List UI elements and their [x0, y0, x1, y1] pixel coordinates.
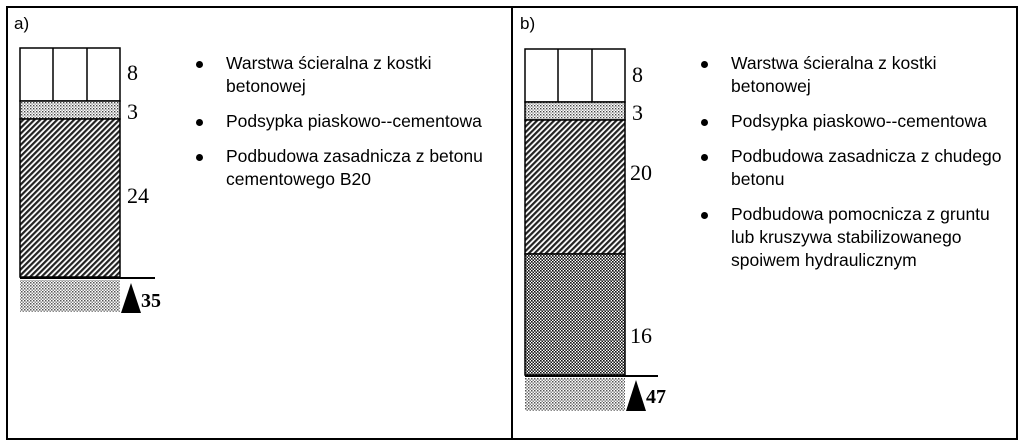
bullet-icon [701, 61, 708, 68]
panel-b-legend [695, 52, 1005, 284]
panel-a-legend [190, 52, 500, 203]
panel-a-column [20, 48, 155, 313]
panel-b-total-depth: 47 [646, 386, 666, 408]
panel-b-legend-item [695, 145, 1005, 191]
panel-b-legend-item [695, 203, 1005, 272]
panel-b-legend-text-4: Podbudowa pomocnicza z gruntu lub kruszywa stabilizowanego spoiwem hydraulicznym [731, 204, 990, 270]
bullet-icon [701, 119, 708, 126]
panel-a-legend-text-3: Podbudowa zasadnicza z betonu cementowego B20 [226, 146, 483, 189]
panel-b-thickness-2: 3 [632, 100, 643, 125]
bullet-icon [701, 154, 708, 161]
panel-b-thickness-1: 8 [632, 62, 643, 87]
panel-b-legend-item [695, 110, 1005, 133]
panel-b-total-arrow [626, 380, 646, 411]
bullet-icon [196, 154, 203, 161]
panel-a-label: a) [14, 14, 30, 33]
panel-a-thickness-3: 24 [127, 183, 149, 208]
panel-b-legend-text-3: Podbudowa zasadnicza z chudego betonu [731, 146, 1002, 189]
panel-a-legend-text-1: Warstwa ścieralna z kostki betonowej [226, 53, 432, 96]
panel-b-layer-bedding [525, 102, 625, 120]
bullet-icon [196, 119, 203, 126]
panel-b-layer-base [525, 120, 625, 254]
panel-a-layer-base [20, 119, 120, 277]
panel-a-thickness-1: 8 [127, 60, 138, 85]
panel-b-label: b) [520, 14, 536, 33]
panel-a-legend-item [190, 145, 500, 191]
panel-a-thickness-2: 3 [127, 99, 138, 124]
panel-b-legend-item [695, 52, 1005, 98]
panel-b-legend-text-1: Warstwa ścieralna z kostki betonowej [731, 53, 937, 96]
panel-b-layer-subbase [525, 254, 625, 375]
panel-a-legend-text-2: Podsypka piaskowo--cementowa [226, 111, 482, 131]
panel-b-layer-wearing-course [525, 49, 625, 102]
bullet-icon [196, 61, 203, 68]
panel-a-legend-item [190, 52, 500, 98]
panel-a-subgrade [20, 280, 120, 312]
panel-b-legend-text-2: Podsypka piaskowo--cementowa [731, 111, 987, 131]
panel-a-layer-wearing-course [20, 48, 120, 101]
panel-a-layer-bedding [20, 101, 120, 119]
panel-a-legend-item [190, 110, 500, 133]
panel-a-total-depth: 35 [141, 290, 161, 312]
panel-b-subgrade [525, 378, 625, 411]
panel-b-thickness-4: 16 [630, 323, 652, 348]
panel-a-total-arrow [121, 283, 141, 313]
panel-b-thickness-3: 20 [630, 160, 652, 185]
bullet-icon [701, 212, 708, 219]
